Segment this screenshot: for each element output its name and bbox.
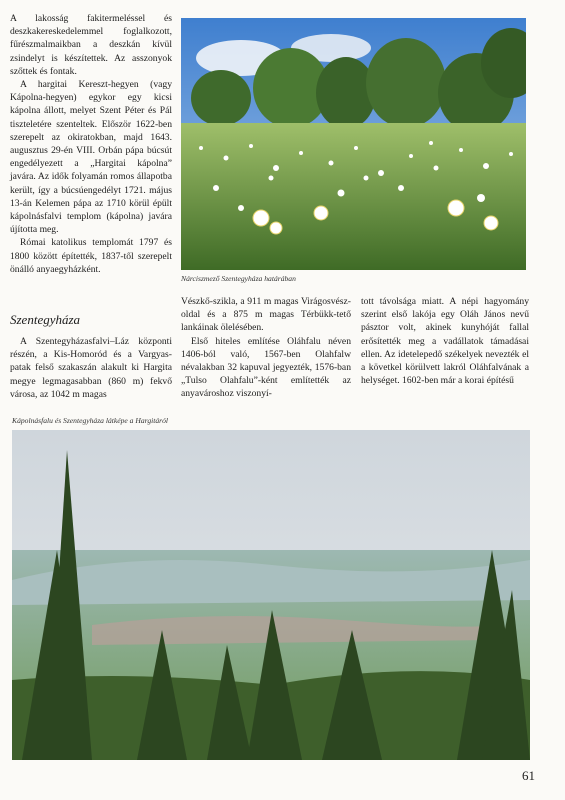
paragraph: tott távolsága miatt. A népi hagyomány szerint első lakója egy Oláh János nevű pásztor volt, akinek kunyhóját fallal erősítették meg a vadállatok támadásai ellen. Az idetelepedő székelyek nevezték el a követkel körülvett lakról Oláhfalvának a helységet. 1602-ben már a korai építésű	[361, 296, 529, 387]
paragraph: Első hiteles említése Oláhfalu néven 1406-ból való, 1567-ben Olahfalw névalakban 32 kapuval jegyezték, 1576-ban „Tulso Olahfalu”-ként említették az anyavároshoz viszonyí-	[181, 335, 351, 400]
photo-caption: Nárciszmező Szentegyháza határában	[181, 274, 296, 283]
section-heading: Szentegyháza	[10, 312, 81, 327]
column3-text	[361, 295, 529, 387]
photo-caption: Kápolnásfalu és Szentegyháza látképe a Hargitáról	[12, 416, 169, 425]
paragraph: Vészkő-szikla, a 911 m magas Virágosvész-oldal és a 875 m magas Térbükk-tető lankáinak ölelésében.	[181, 296, 351, 334]
column1-text	[10, 12, 172, 276]
column2-text	[181, 295, 351, 401]
narcissus-meadow-photo	[181, 18, 526, 270]
paragraph: A hargitai Kereszt-hegyen (vagy Kápolna-hegyen) egykor egy kicsi kápolna állott, melyet Szent Péter és Pál tiszteletére szenteltek. Először 1622-ben szerepelt az okiratokban, majd 1643. augusztus 29-én VIII. Orbán pápa búcsút engedélyezett a „Hargitai kápolna” javára. Az idők folyamán romos állapotba került, így a búcsúengedélyt 1721. május 13-án Kelemen pápa az 1710 körül épült kápolnásfalvi templom (kápolna) javára újította meg.	[10, 79, 172, 236]
paragraph: A Szentegyházasfalvi–Láz központi részén, a Kis-Homoród és a Vargyas-patak felső szakaszán alakult ki Hargita megye legmagasabban (860 m) fekvő városa, az 1042 m magas	[10, 336, 172, 400]
paragraph: A lakosság fakitermeléssel és deszkakereskedelemmel foglalkozott, fűrészmalmaikban a deszkán kívül zsindelyt is készítettek. Az asszonyok szőttek és fontak.	[10, 13, 172, 77]
paragraph: Római katolikus templomát 1797 és 1800 között építették, 1837-től szerepelt önálló anyaegyházként.	[10, 237, 172, 275]
valley-panorama-photo	[12, 430, 530, 760]
column1-bottom-text	[10, 335, 172, 401]
page-number: 61	[522, 768, 535, 783]
